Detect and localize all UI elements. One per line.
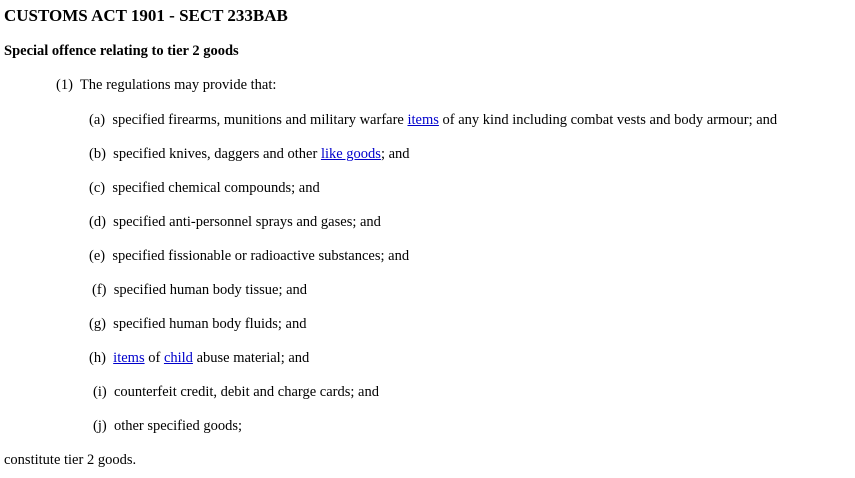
paragraph-d xyxy=(89,214,381,231)
paragraph-text: specified chemical compounds; and xyxy=(112,180,320,196)
paragraph-label: (b) xyxy=(89,146,106,162)
subsection-number: (1) xyxy=(56,77,73,93)
definition-link-child[interactable]: child xyxy=(163,350,193,366)
paragraph-text: of xyxy=(144,350,164,366)
paragraph-text: specified knives, daggers and other xyxy=(113,146,321,162)
paragraph-text: specified human body tissue; and xyxy=(113,282,308,298)
paragraph-i xyxy=(93,384,379,401)
paragraph-label: (g) xyxy=(89,316,106,332)
section-heading: Special offence relating to tier 2 goods xyxy=(4,43,239,59)
paragraph-text: specified firearms, munitions and military warfare xyxy=(112,112,408,128)
paragraph-label: (j) xyxy=(93,418,107,434)
paragraph-text: counterfeit credit, debit and charge cards; and xyxy=(113,384,379,400)
paragraph-c xyxy=(89,180,320,197)
paragraph-j xyxy=(93,418,242,435)
subsection-text: The regulations may provide that: xyxy=(79,77,277,93)
paragraph-h xyxy=(89,350,309,367)
paragraph-text: specified human body fluids; and xyxy=(113,316,307,332)
page-title: CUSTOMS ACT 1901 - SECT 233BAB xyxy=(4,6,288,25)
paragraph-label: (e) xyxy=(89,248,106,264)
definition-link-items[interactable]: items xyxy=(407,112,439,128)
paragraph-label: (h) xyxy=(89,350,106,366)
paragraph-e xyxy=(89,248,409,265)
paragraph-label: (c) xyxy=(89,180,106,196)
paragraph-text: of any kind including combat vests and body armour; and xyxy=(438,112,778,128)
paragraph-b xyxy=(89,146,410,163)
paragraph-a xyxy=(89,112,777,129)
paragraph-f xyxy=(92,282,307,299)
paragraph-label: (d) xyxy=(89,214,106,230)
paragraph-text: other specified goods; xyxy=(113,418,242,434)
paragraph-label: (f) xyxy=(92,282,107,298)
closing-text: constitute tier 2 goods. xyxy=(4,452,137,468)
paragraph-label: (a) xyxy=(89,112,106,128)
paragraph-text: specified anti-personnel sprays and gases; and xyxy=(113,214,381,230)
paragraph-label: (i) xyxy=(93,384,107,400)
paragraph-text: specified fissionable or radioactive substances; and xyxy=(112,248,410,264)
paragraph-g xyxy=(89,316,306,333)
paragraph-text: ; and xyxy=(380,146,410,162)
paragraph-text: abuse material; and xyxy=(192,350,310,366)
definition-link-like-goods[interactable]: like goods xyxy=(320,146,381,162)
definition-link-items[interactable]: items xyxy=(113,350,145,366)
subsection-1 xyxy=(56,77,276,94)
